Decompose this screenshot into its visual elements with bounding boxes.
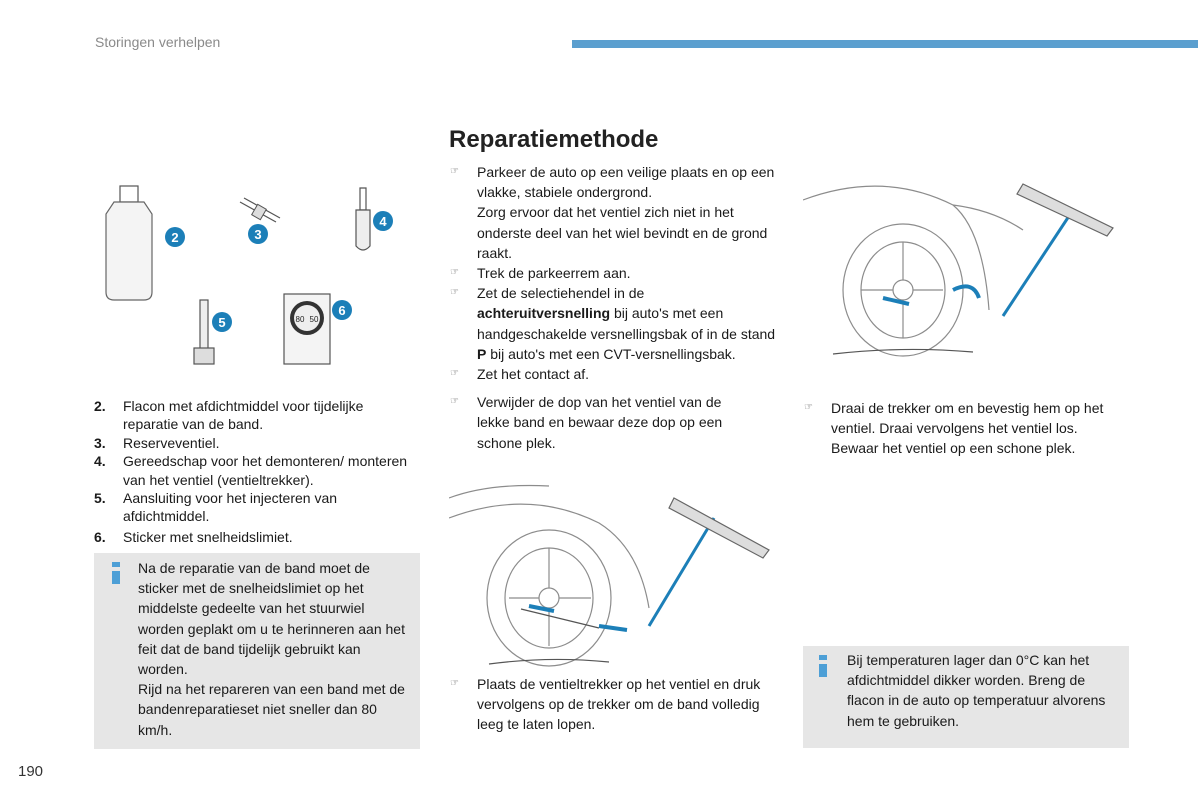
parts-legend — [94, 397, 414, 546]
callout-2 — [165, 227, 185, 247]
step-cap: ☞ Verwijder de dop van het ventiel van de lekke band en bewaar deze dop op een schone plek. — [450, 394, 723, 451]
valve-tool-icon — [356, 188, 370, 250]
bullet-icon: ☞ — [450, 267, 459, 279]
sticker-value-1: 80 — [295, 315, 305, 324]
speed-sticker-icon — [284, 294, 330, 364]
sealant-bottle-icon — [106, 186, 152, 300]
header-accent-bar — [572, 40, 1198, 48]
callout-5 — [212, 312, 232, 332]
page-number: 190 — [18, 763, 44, 780]
legend-item: 5. Aansluiting voor het injecteren van afdichtmiddel. — [94, 490, 338, 525]
legend-item: 4. Gereedschap voor het demonteren/ monteren van het ventiel (ventieltrekker). — [94, 453, 408, 488]
svg-text:4: 4 — [379, 214, 387, 229]
step-ignition: ☞ Zet het contact af. — [477, 364, 777, 384]
bullet-icon: ☞ — [450, 396, 459, 408]
info-box-temperature — [803, 646, 1129, 748]
bullet-icon: ☞ — [450, 678, 459, 689]
callout-4 — [373, 211, 393, 231]
svg-text:3: 3 — [254, 227, 262, 242]
info-icon — [819, 655, 827, 660]
wheel-valve-removal-illustration — [803, 170, 1129, 358]
bullet-icon: ☞ — [450, 166, 459, 177]
svg-text:6: 6 — [338, 303, 346, 318]
bullet-icon: ☞ — [804, 402, 813, 413]
svg-text:5: 5 — [218, 315, 226, 330]
info-text: Bij temperaturen lager dan 0°C kan het afdichtmiddel dikker worden. Breng de flacon in de auto op temperatuur alvorens hem te gebruiken. — [847, 652, 1106, 729]
sticker-value-2: 50 — [309, 315, 319, 324]
callout-3 — [248, 224, 268, 244]
legend-item: 6. Sticker met snelheidslimiet. — [94, 528, 293, 545]
bullet-icon: ☞ — [450, 287, 459, 299]
section-title: Reparatiemethode — [449, 126, 659, 153]
step-deflate: ☞ Plaats de ventieltrekker op het ventiel en druk vervolgens op de trekker om de band volledig leeg te laten lopen. — [450, 676, 761, 733]
info-text: Rijd na het repareren van een band met de bandenreparatieset niet sneller dan 80 km/h. — [138, 681, 405, 738]
step-park: ☞ Parkeer de auto op een veilige plaats en op een vlakke, stabiele ondergrond. Zorg ervoor dat het ventiel zich niet in het onderste deel van het wiel bevindt en de grond raakt. — [450, 164, 775, 261]
bullet-icon: ☞ — [450, 368, 459, 380]
info-box-sticker — [94, 553, 420, 749]
step-turn-tool: ☞ Draai de trekker om en bevestig hem op het ventiel. Draai vervolgens het ventiel los. Bewaar het ventiel op een schone plek. — [804, 400, 1104, 457]
spare-valve-icon — [240, 198, 280, 222]
svg-text:2: 2 — [171, 230, 179, 245]
step-gear: ☞ Zet de selectiehendel in de achteruitversnelling bij auto's met een handgeschakelde versnellingsbak of in de stand P bij auto's met een CVT-versnellingsbak. — [450, 285, 776, 362]
legend-item: 2. Flacon met afdichtmiddel voor tijdelijke reparatie van de band. — [94, 398, 364, 433]
info-text: Na de reparatie van de band moet de sticker met de snelheidslimiet op het middelste gedeelte van het stuurwiel worden geplakt om u te herinneren aan het feit dat de band tijdelijk gebruikt kan worden. — [138, 560, 405, 678]
header-title: Storingen verhelpen — [95, 34, 221, 50]
info-icon — [112, 562, 120, 567]
wheel-deflate-illustration — [449, 478, 775, 668]
steps-list — [450, 162, 777, 453]
callout-6 — [332, 300, 352, 320]
injection-connector-icon — [194, 300, 214, 364]
step-handbrake: ☞ Trek de parkeerrem aan. — [477, 263, 777, 283]
repair-kit-parts-illustration — [94, 176, 414, 376]
legend-item: 3. Reserveventiel. — [94, 434, 220, 451]
